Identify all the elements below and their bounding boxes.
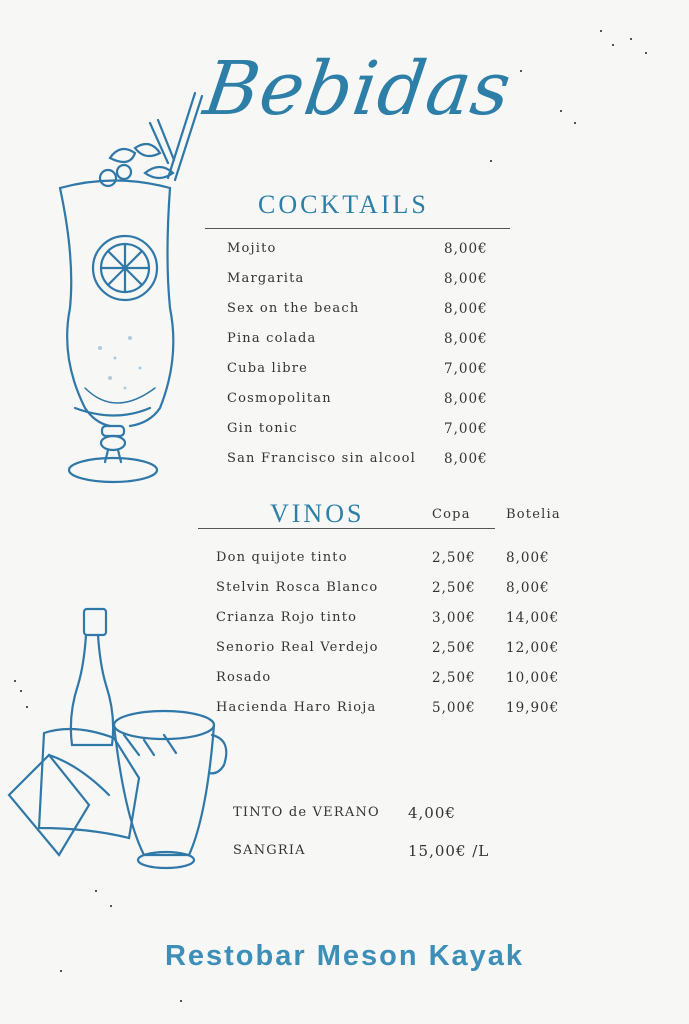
copa-price: 2,50€ [432, 580, 476, 596]
extra-price: 4,00€ [408, 804, 456, 822]
page-title: Bebidas [198, 46, 517, 132]
item-price: 8,00€ [444, 301, 488, 317]
item-price: 8,00€ [444, 451, 488, 467]
item-price: 8,00€ [444, 391, 488, 407]
cocktails-heading: COCKTAILS [258, 190, 429, 219]
copa-price: 5,00€ [432, 700, 476, 716]
cocktail-glass-illustration [40, 88, 210, 488]
list-item: Cosmopolitan [227, 391, 332, 406]
list-item: Sex on the beach [227, 301, 360, 316]
column-header-botella: Botelia [506, 507, 561, 522]
botella-price: 14,00€ [506, 610, 560, 626]
list-item: Gin tonic [227, 421, 298, 436]
copa-price: 2,50€ [432, 640, 476, 656]
list-item: Crianza Rojo tinto [216, 610, 358, 625]
vinos-divider [198, 528, 495, 529]
item-price: 8,00€ [444, 271, 488, 287]
vinos-heading: VINOS [270, 499, 365, 528]
list-item: Rosado [216, 670, 272, 685]
list-item: Hacienda Haro Rioja [216, 700, 377, 715]
wine-bucket-illustration [4, 605, 234, 885]
extra-price: 15,00€ /L [408, 842, 490, 860]
list-item: Senorio Real Verdejo [216, 640, 379, 655]
list-item: San Francisco sin alcool [227, 451, 417, 466]
botella-price: 19,90€ [506, 700, 560, 716]
copa-price: 2,50€ [432, 670, 476, 686]
botella-price: 8,00€ [506, 550, 550, 566]
column-header-copa: Copa [432, 507, 471, 522]
copa-price: 3,00€ [432, 610, 476, 626]
list-item: Pina colada [227, 331, 317, 346]
list-item: Mojito [227, 241, 277, 256]
list-item: Stelvin Rosca Blanco [216, 580, 379, 595]
botella-price: 10,00€ [506, 670, 560, 686]
botella-price: 12,00€ [506, 640, 560, 656]
list-item: Cuba libre [227, 361, 309, 376]
extra-item-tinto-de-verano: TINTO de VERANO [233, 805, 380, 820]
copa-price: 2,50€ [432, 550, 476, 566]
item-price: 7,00€ [444, 421, 488, 437]
cocktails-divider [205, 228, 510, 229]
item-price: 8,00€ [444, 331, 488, 347]
item-price: 7,00€ [444, 361, 488, 377]
list-item: Don quijote tinto [216, 550, 348, 565]
list-item: Margarita [227, 271, 305, 286]
item-price: 8,00€ [444, 241, 488, 257]
botella-price: 8,00€ [506, 580, 550, 596]
restaurant-name-footer: Restobar Meson Kayak [164, 940, 525, 972]
extra-item-sangria: SANGRIA [233, 843, 306, 858]
